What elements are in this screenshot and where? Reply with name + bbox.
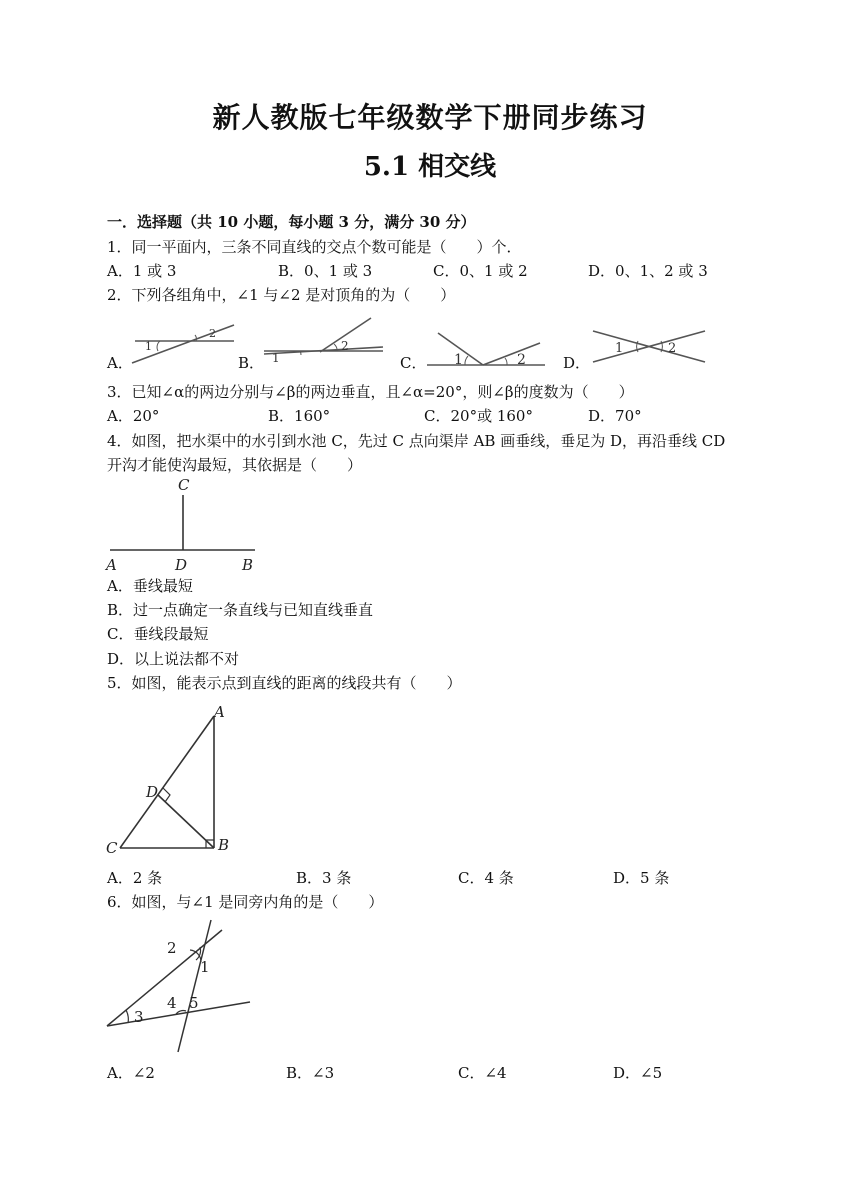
question-6-text: 6．如图，与∠1 是同旁内角的是（ ） [107,893,384,911]
q6-label-2: 2 [167,939,177,957]
q3-option-b[interactable]: B．160° [268,407,331,425]
q6-label-1: 1 [200,958,210,976]
q1-option-c[interactable]: C．0、1 或 2 [433,262,528,280]
q5-label-a: A [214,703,225,721]
question-1-text: 1．同一平面内，三条不同直线的交点个数可能是（ ）个． [107,238,522,256]
q6-option-b[interactable]: B．∠3 [286,1064,335,1082]
q5-option-a[interactable]: A．2 条 [107,869,163,887]
q2-option-c[interactable]: C． [400,354,427,372]
q2-d-label-1: 1 [615,341,624,356]
q1-option-a[interactable]: A．1 或 3 [107,262,177,280]
q2-option-d[interactable]: D． [563,354,591,372]
q2-option-b[interactable]: B． [238,354,265,372]
q1-option-d[interactable]: D．0、1、2 或 3 [588,262,708,280]
q4-option-a[interactable]: A．垂线最短 [107,577,193,595]
q2-a-label-2: 2 [209,327,216,340]
q3-option-a[interactable]: A．20° [107,407,160,425]
q6-option-d[interactable]: D．∠5 [613,1064,663,1082]
q6-label-4: 4 [167,994,177,1012]
q1-option-b[interactable]: B．0、1 或 3 [278,262,373,280]
q6-option-a[interactable]: A．∠2 [107,1064,155,1082]
q3-option-c[interactable]: C．20°或 160° [424,407,533,425]
q2-c-label-1: 1 [454,352,463,368]
q2-b-label-1: 1 [272,351,280,365]
q4-label-b: B [242,556,254,574]
q5-label-d: D [146,783,159,801]
q2-option-a[interactable]: A． [107,354,133,372]
q4-label-c: C [178,476,190,494]
q5-option-c[interactable]: C．4 条 [458,869,514,887]
q4-label-a: A [106,556,117,574]
q2-a-label-1: 1 [145,340,152,353]
question-4-text-line2: 开沟才能使沟最短，其依据是（ ） [107,456,363,474]
page-title: 新人教版七年级数学下册同步练习 [212,101,648,134]
question-2-text: 2．下列各组角中，∠1 与∠2 是对顶角的为（ ） [107,286,456,304]
q4-label-d: D [175,556,188,574]
q6-label-5: 5 [189,994,199,1012]
q2-b-label-2: 2 [341,339,349,353]
q2-c-label-2: 2 [517,352,526,368]
q5-option-b[interactable]: B．3 条 [296,869,352,887]
q4-option-c[interactable]: C．垂线段最短 [107,625,209,643]
question-3-text: 3．已知∠α的两边分别与∠β的两边垂直，且∠α=20°，则∠β的度数为（ ） [107,383,634,401]
q4-option-b[interactable]: B．过一点确定一条直线与已知直线垂直 [107,601,374,619]
q6-option-c[interactable]: C．∠4 [458,1064,507,1082]
section-heading: 一．选择题（共 10 小题，每小题 3 分，满分 30 分） [107,213,476,231]
page-subtitle: 5.1 相交线 [363,152,497,182]
q6-label-3: 3 [134,1008,144,1026]
q5-label-c: C [106,839,118,857]
q2-d-label-2: 2 [668,341,677,356]
q4-option-d[interactable]: D．以上说法都不对 [107,650,240,668]
q5-label-b: B [218,836,230,854]
q6-line-transversal [178,920,211,1052]
question-4-text-line1: 4．如图，把水渠中的水引到水池 C，先过 C 点向渠岸 AB 画垂线，垂足为 D，再沿垂线 CD [107,432,726,450]
q3-option-d[interactable]: D．70° [588,407,642,425]
question-5-text: 5．如图，能表示点到直线的距离的线段共有（ ） [107,674,462,692]
q5-option-d[interactable]: D．5 条 [613,869,670,887]
